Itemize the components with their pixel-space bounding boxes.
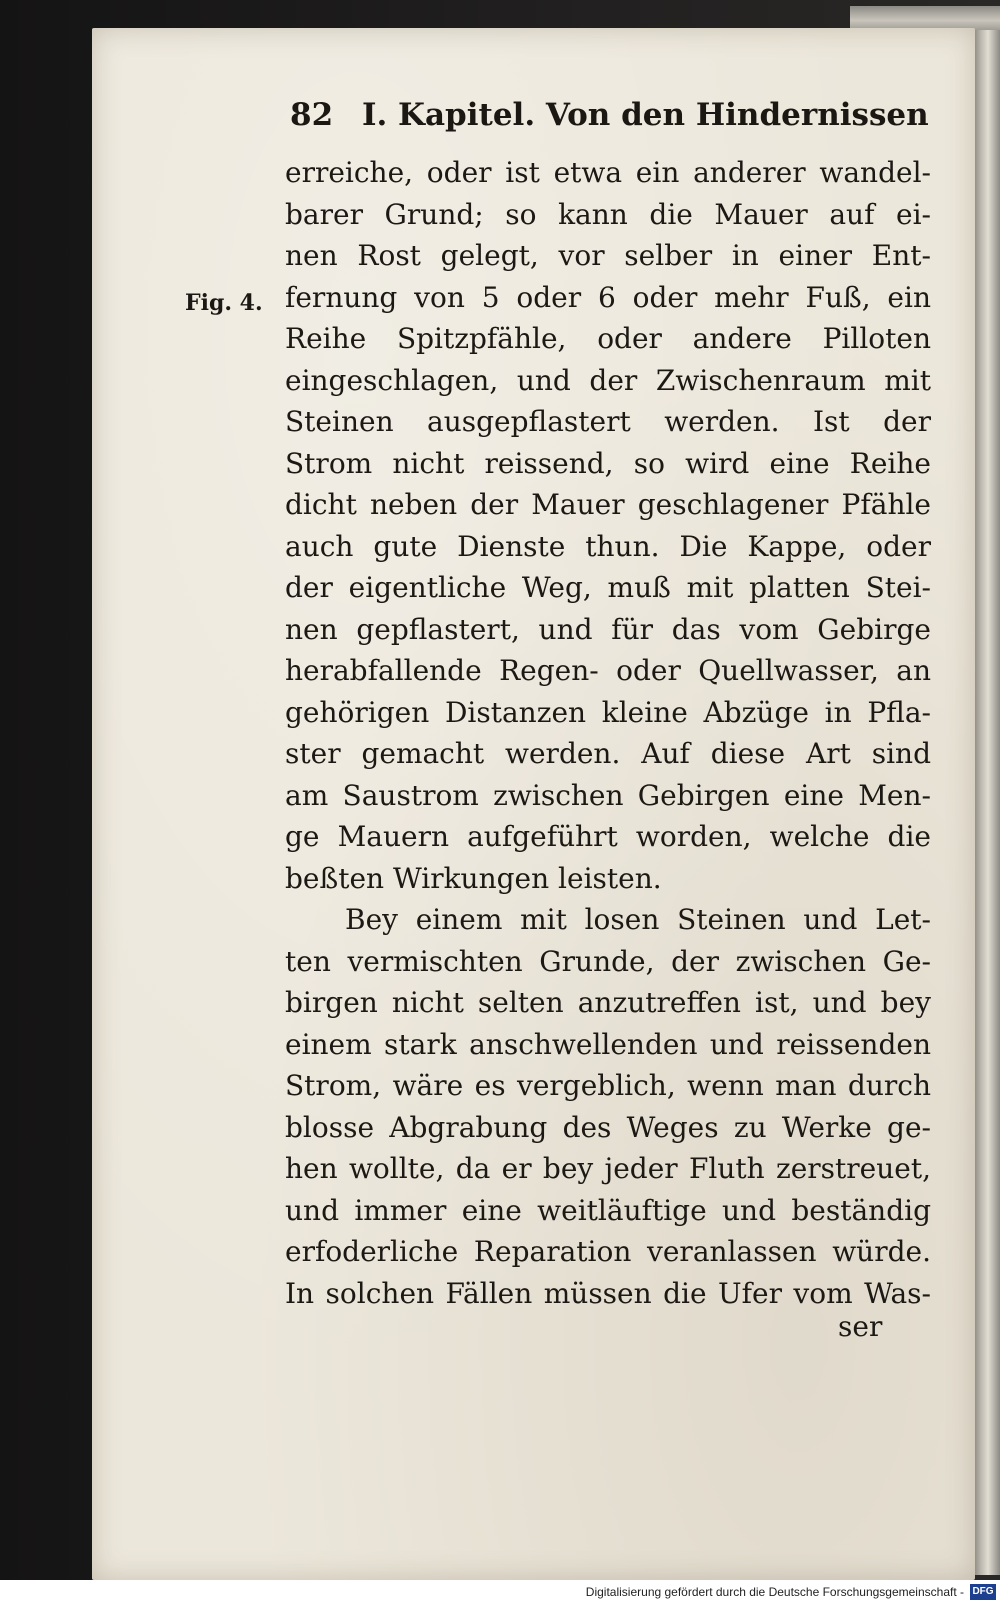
body-text: [285, 152, 931, 1314]
text-line: Reihe Spitzpfähle, oder andere Pilloten: [285, 322, 931, 355]
text-line: eingeschlagen, und der Zwischenraum mit: [285, 363, 931, 397]
running-header: [290, 97, 929, 147]
page-number: 82: [290, 97, 334, 133]
text-line: dicht neben der Mauer geschlagener Pfähle: [285, 488, 931, 521]
catchword: ser: [838, 1310, 883, 1343]
text-line: nen Rost gelegt, vor selber in einer Ent-: [285, 239, 931, 272]
dfg-logo: DFG: [970, 1584, 996, 1600]
text-line: ge Mauern aufgeführt worden, welche die: [285, 820, 931, 853]
text-line: auch gute Dienste thun. Die Kappe, oder: [285, 529, 931, 563]
text-line: barer Grund; so kann die Mauer auf ei-: [285, 197, 931, 231]
text-line: Strom, wäre es vergeblich, wenn man durch: [285, 1069, 931, 1102]
running-title: I. Kapitel. Von den Hindernissen: [361, 97, 929, 133]
text-line: beßten Wirkungen leisten.: [285, 861, 662, 895]
text-line: erfoderliche Reparation veranlassen würde.: [285, 1235, 931, 1268]
text-line: hen wollte, da er bey jeder Fluth zerstreuet,: [285, 1152, 931, 1185]
text-line: gehörigen Distanzen kleine Abzüge in Pfla-: [285, 695, 931, 729]
text-line: der eigentliche Weg, muß mit platten Stei-: [285, 571, 931, 604]
text-line: ster gemacht werden. Auf diese Art sind: [285, 737, 931, 770]
text-line: herabfallende Regen- oder Quellwasser, an: [285, 654, 931, 687]
text-line: birgen nicht selten anzutreffen ist, und bey: [285, 986, 931, 1019]
text-line: ten vermischten Grunde, der zwischen Ge-: [285, 944, 931, 978]
text-line: einem stark anschwellenden und reissenden: [285, 1027, 931, 1061]
text-line: In solchen Fällen müssen die Ufer vom Was-: [285, 1276, 931, 1310]
text-line: am Saustrom zwischen Gebirgen eine Men-: [285, 778, 931, 812]
text-line: Strom nicht reissend, so wird eine Reihe: [285, 446, 931, 480]
text-line: nen gepflastert, und für das vom Gebirge: [285, 612, 931, 646]
funding-credit: Digitalisierung gefördert durch die Deutsche Forschungsgemeinschaft -: [585, 1585, 964, 1599]
text-line: und immer eine weitläuftige und beständig: [285, 1193, 931, 1227]
text-line: erreiche, oder ist etwa ein anderer wandel-: [285, 156, 931, 189]
text-line: blosse Abgrabung des Weges zu Werke ge-: [285, 1110, 931, 1144]
figure-reference-note: Fig. 4.: [185, 290, 263, 316]
text-line: Bey einem mit losen Steinen und Let-: [345, 903, 931, 936]
text-line: Steinen ausgepflastert werden. Ist der: [285, 405, 931, 438]
text-line: fernung von 5 oder 6 oder mehr Fuß, ein: [285, 280, 931, 314]
